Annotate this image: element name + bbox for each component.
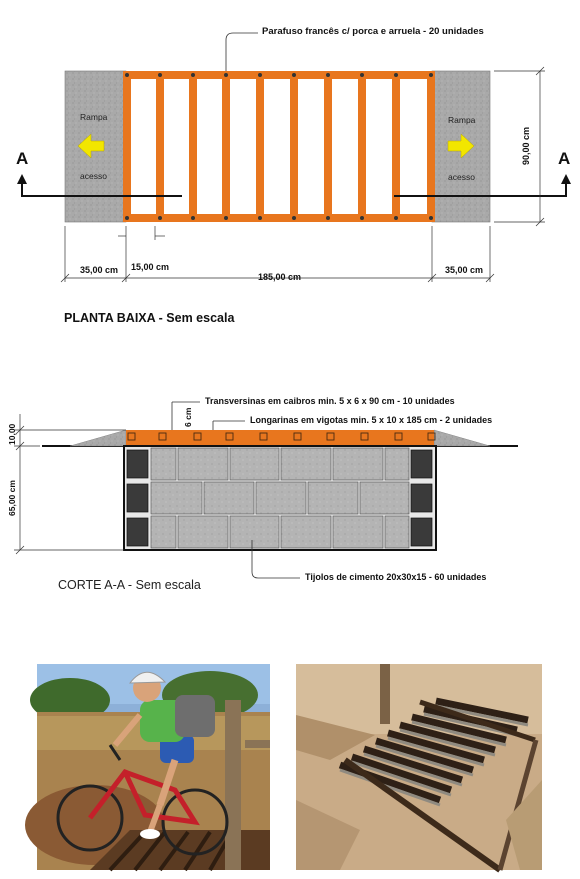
bolt-marker bbox=[394, 216, 398, 220]
cement-brick bbox=[308, 482, 358, 514]
bolt-marker bbox=[292, 73, 296, 77]
plan-caption: PLANTA BAIXA - Sem escala bbox=[64, 311, 235, 325]
dim-ramp-left-label: 35,00 cm bbox=[80, 265, 119, 275]
section-marker-left: A bbox=[16, 149, 29, 168]
cement-brick bbox=[230, 448, 279, 480]
dim-total-label: 185,00 cm bbox=[258, 272, 302, 282]
ramp-right-label-bottom: acesso bbox=[448, 172, 475, 182]
cement-brick bbox=[151, 516, 176, 548]
cement-brick bbox=[256, 482, 306, 514]
brick-end-block bbox=[127, 450, 148, 478]
ramp-left-label-bottom: acesso bbox=[80, 171, 107, 181]
cement-brick bbox=[230, 516, 279, 548]
cement-brick bbox=[204, 482, 254, 514]
section-arrow-right-icon bbox=[561, 174, 571, 184]
bolt-marker bbox=[429, 73, 433, 77]
ramp-right-section bbox=[434, 430, 490, 446]
dim-depth-label: 65,00 cm bbox=[7, 480, 17, 516]
bolt-marker bbox=[191, 73, 195, 77]
cement-brick bbox=[333, 516, 383, 548]
grid-slat bbox=[358, 71, 366, 222]
dim-gap-label: 15,00 cm bbox=[131, 262, 170, 272]
bolt-marker bbox=[258, 216, 262, 220]
bolt-marker bbox=[258, 73, 262, 77]
bolt-marker bbox=[125, 216, 129, 220]
bolt-callout-leader bbox=[226, 33, 258, 74]
dim-height-label: 90,00 cm bbox=[521, 126, 531, 165]
deck-beam bbox=[126, 430, 434, 446]
transversinas-label: Transversinas em caibros min. 5 x 6 x 90 cm - 10 unidades bbox=[205, 396, 455, 406]
bolt-marker bbox=[326, 216, 330, 220]
ramp-right-label-top: Rampa bbox=[448, 115, 476, 125]
section-arrow-left-icon bbox=[17, 174, 27, 184]
bolt-callout-label: Parafuso francês c/ porca e arruela - 20 unidades bbox=[262, 26, 484, 37]
grid-slat bbox=[123, 71, 131, 222]
cement-brick bbox=[385, 448, 409, 480]
cement-brick bbox=[385, 516, 409, 548]
dim-ramp-right-label: 35,00 cm bbox=[445, 265, 484, 275]
bolt-marker bbox=[360, 73, 364, 77]
section-view bbox=[7, 396, 518, 592]
cement-brick bbox=[178, 516, 228, 548]
photo-cyclist bbox=[25, 664, 270, 870]
grid-slat bbox=[222, 71, 230, 222]
bolt-marker bbox=[292, 216, 296, 220]
grid-frame-top bbox=[123, 71, 435, 79]
bolt-marker bbox=[158, 216, 162, 220]
grid-slat bbox=[427, 71, 435, 222]
grid-frame-bottom bbox=[123, 214, 435, 222]
grid-slat bbox=[324, 71, 332, 222]
bolt-marker bbox=[224, 73, 228, 77]
bolt-marker bbox=[360, 216, 364, 220]
dim-top-label: 10,00 bbox=[7, 423, 17, 445]
grid-slat bbox=[256, 71, 264, 222]
section-marker-right: A bbox=[558, 149, 571, 168]
ramp-left-label-top: Rampa bbox=[80, 112, 108, 122]
bolt-marker bbox=[224, 216, 228, 220]
bolt-marker bbox=[191, 216, 195, 220]
grid-slat bbox=[156, 71, 164, 222]
grid-slat bbox=[189, 71, 197, 222]
cement-brick bbox=[333, 448, 383, 480]
brick-end-block bbox=[411, 450, 432, 478]
cement-brick bbox=[178, 448, 228, 480]
brick-end-block bbox=[411, 484, 432, 512]
grid-slat bbox=[290, 71, 298, 222]
brick-end-block bbox=[127, 518, 148, 546]
brick-end-block bbox=[127, 484, 148, 512]
bolt-marker bbox=[326, 73, 330, 77]
section-caption: CORTE A-A - Sem escala bbox=[58, 578, 201, 592]
bolt-marker bbox=[429, 216, 433, 220]
plan-view bbox=[16, 26, 571, 325]
bolt-marker bbox=[125, 73, 129, 77]
ramp-left-section bbox=[70, 430, 126, 446]
dim-6cm-label: 6 cm bbox=[183, 407, 193, 427]
dim-height-group bbox=[494, 67, 545, 226]
bolt-marker bbox=[158, 73, 162, 77]
grid-slat bbox=[392, 71, 400, 222]
cement-brick bbox=[151, 448, 176, 480]
longarinas-label: Longarinas em vigotas min. 5 x 10 x 185 cm - 2 unidades bbox=[250, 415, 493, 425]
tijolos-label: Tijolos de cimento 20x30x15 - 60 unidades bbox=[305, 572, 487, 582]
wooden-grid bbox=[123, 71, 435, 222]
brick-end-block bbox=[411, 518, 432, 546]
photo-cattle-guard bbox=[296, 664, 542, 870]
cement-brick bbox=[281, 448, 331, 480]
cement-brick bbox=[151, 482, 202, 514]
bolt-marker bbox=[394, 73, 398, 77]
cement-brick bbox=[360, 482, 409, 514]
cement-brick bbox=[281, 516, 331, 548]
